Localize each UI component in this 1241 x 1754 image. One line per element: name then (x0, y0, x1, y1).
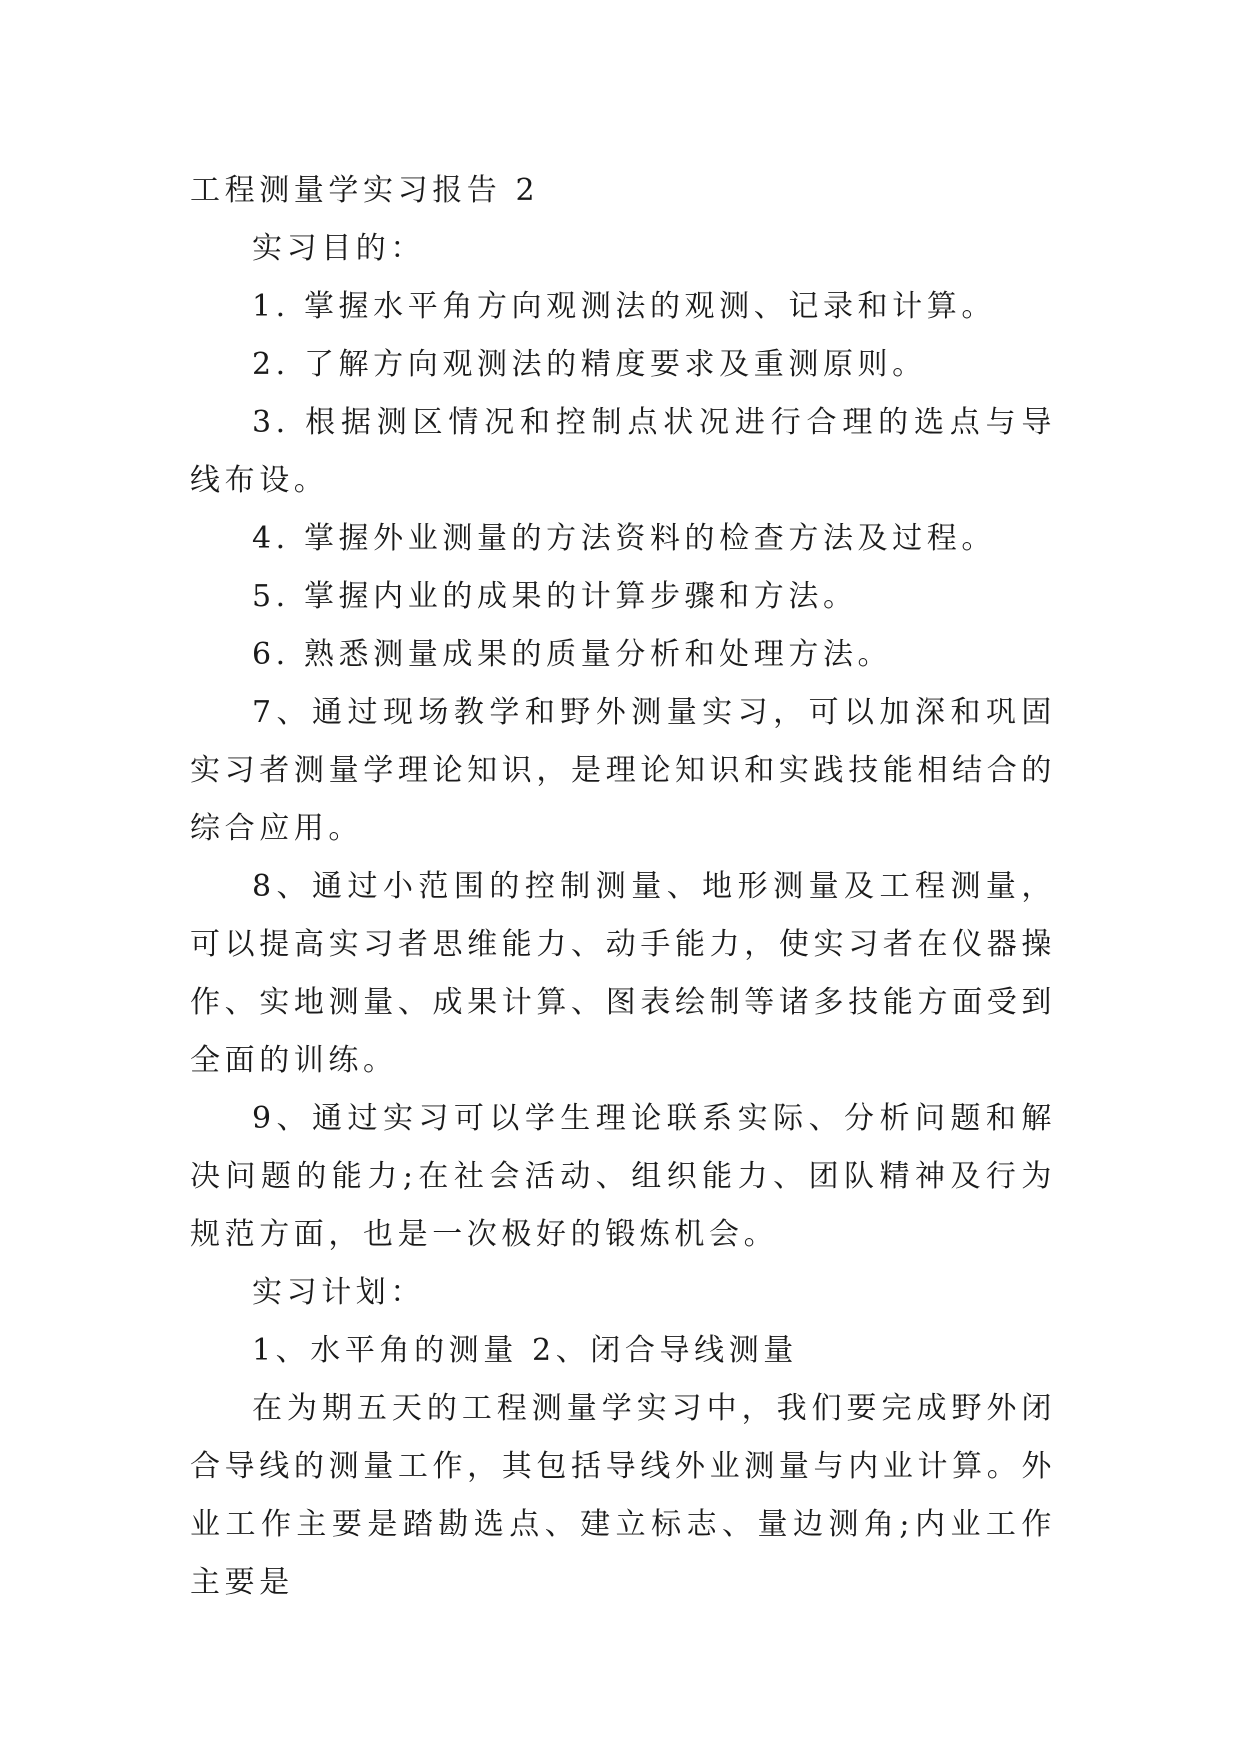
section-heading-plan: 实习计划： (252, 1275, 425, 1310)
plan-description: 在为期五天的工程测量学实习中，我们要完成野外闭合导线的测量工作，其包括导线外业测量与内业计算。外业工作主要是踏勘选点、建立标志、量边测角;内业工作主要是 (190, 1391, 1056, 1600)
purpose-item-5: 5. 掌握内业的成果的计算步骤和方法。 (252, 579, 858, 614)
purpose-item-6: 6. 熟悉测量成果的质量分析和处理方法。 (252, 637, 893, 672)
purpose-item-7: 7、通过现场教学和野外测量实习，可以加深和巩固实习者测量学理论知识，是理论知识和实践技能相结合的综合应用。 (190, 695, 1056, 846)
section-heading-purpose: 实习目的： (252, 231, 425, 266)
purpose-item-8: 8、通过小范围的控制测量、地形测量及工程测量，可以提高实习者思维能力、动手能力，使实习者在仪器操作、实地测量、成果计算、图表绘制等诸多技能方面受到全面的训练。 (190, 869, 1056, 1078)
document-body (190, 162, 1056, 1612)
purpose-item-3: 3. 根据测区情况和控制点状况进行合理的选点与导线布设。 (190, 405, 1056, 498)
purpose-item-9: 9、通过实习可以学生理论联系实际、分析问题和解决问题的能力;在社会活动、组织能力、团队精神及行为规范方面，也是一次极好的锻炼机会。 (190, 1101, 1056, 1252)
plan-items: 1、水平角的测量 2、闭合导线测量 (252, 1333, 798, 1368)
document-title: 工程测量学实习报告 2 (190, 173, 540, 208)
purpose-item-1: 1. 掌握水平角方向观测法的观测、记录和计算。 (252, 289, 996, 324)
purpose-item-2: 2. 了解方向观测法的精度要求及重测原则。 (252, 347, 927, 382)
purpose-item-4: 4. 掌握外业测量的方法资料的检查方法及过程。 (252, 521, 996, 556)
